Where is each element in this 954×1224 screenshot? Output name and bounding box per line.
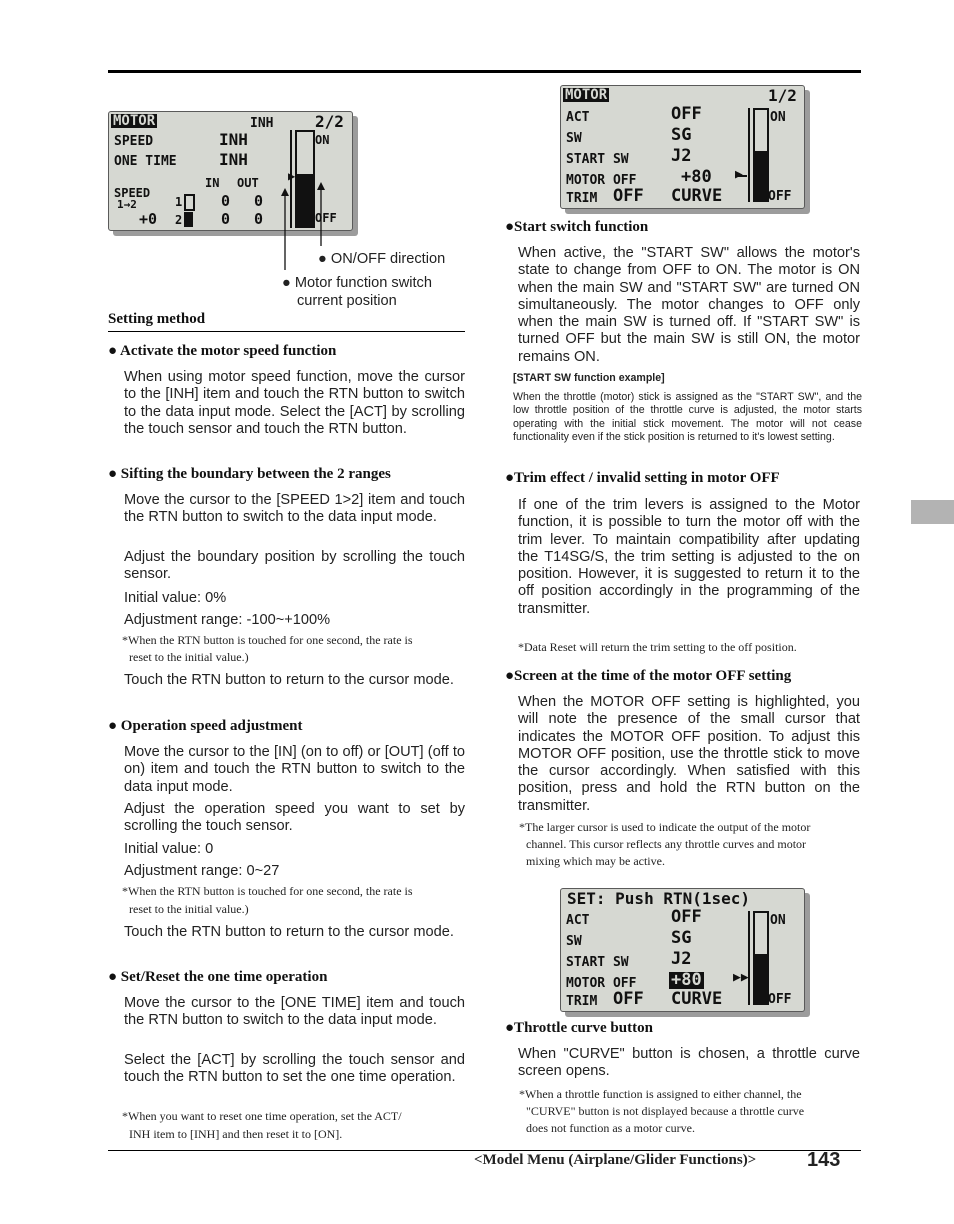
lcd-speed-value: INH <box>219 130 248 149</box>
callout-motor-switch: ● Motor function switch <box>282 275 432 291</box>
throttle-curve-note-line3: does not function as a motor curve. <box>526 1121 695 1135</box>
lcd-throttle-bar <box>753 108 769 202</box>
lcd-title: MOTOR <box>113 113 156 129</box>
lcd-throttle-bar-fill <box>755 151 767 201</box>
lcd-row1-index: 1 <box>175 195 183 209</box>
lcd-on-label: ON <box>770 110 786 125</box>
lcd-row1-cursor <box>184 194 195 211</box>
setting-method-heading: Setting method <box>108 311 206 327</box>
footer-section-title: <Model Menu (Airplane/Glider Functions)> <box>474 1152 757 1168</box>
operation-speed-paragraph-3: Touch the RTN button to return to the cursor mode. <box>124 924 454 940</box>
motor-off-note-line3: mixing which may be active. <box>526 854 665 868</box>
activate-paragraph: When using motor speed function, move the cursor to the [INH] item and touch the RTN button to switch to the data input mode. Select the [ACT] by scrolling the touch sensor and touch the RTN button. <box>124 369 465 437</box>
lcd-row2-index: 2 <box>175 213 183 227</box>
lcd-curve-button: CURVE <box>671 186 723 206</box>
lcd-trim-label: TRIM <box>566 994 598 1009</box>
callout-onoff-text: ON/OFF direction <box>330 251 446 267</box>
lcd-on-label: ON <box>770 913 786 928</box>
sifting-paragraph-1: Move the cursor to the [SPEED 1>2] item and touch the RTN button to switch to the data input mode. <box>124 492 465 526</box>
setting-method-rule <box>108 331 465 332</box>
throttle-curve-note-line2: "CURVE" button is not displayed because a throttle curve <box>526 1104 805 1118</box>
one-time-paragraph-2: Select the [ACT] by scrolling the touch sensor and touch the RTN button to set the one time operation. <box>124 1052 465 1086</box>
sifting-paragraph-2: Adjust the boundary position by scrolling the touch sensor. <box>124 549 465 583</box>
motor-off-screen-paragraph: When the MOTOR OFF setting is highlighted, you will note the presence of the small cursor that indicates the MOTOR OFF position. To adjust this MOTOR OFF position, use the throttle stick to move the cursor accordingly. When satisfied with this position, press and hold the RTN button on the transmitter. <box>518 694 860 814</box>
lcd-motor-off-value-highlighted: +80 <box>671 970 702 990</box>
sifting-adjustment-range: Adjustment range: -100~+100% <box>124 612 331 628</box>
sifting-note-line2: reset to the initial value.) <box>129 650 249 664</box>
lcd-position-marker: ▶ <box>288 169 296 183</box>
lcd-act-label: ACT <box>566 913 590 928</box>
sifting-heading: ● Sifting the boundary between the 2 ranges <box>108 466 391 482</box>
page-number: 143 <box>807 1149 841 1171</box>
lcd-sw-value: SG <box>671 928 692 948</box>
lcd-row1-in: 0 <box>221 192 231 210</box>
throttle-curve-heading: ●Throttle curve button <box>505 1020 653 1036</box>
lcd-col-in: IN <box>205 176 220 190</box>
one-time-heading: ● Set/Reset the one time operation <box>108 969 328 985</box>
one-time-note-line1: *When you want to reset one time operation, set the ACT/ <box>122 1109 402 1123</box>
operation-speed-note-line2: reset to the initial value.) <box>129 902 249 916</box>
top-rule <box>108 70 861 73</box>
lcd-start-sw-label: START SW <box>566 955 629 970</box>
lcd-motor-off-label: MOTOR OFF <box>566 173 637 188</box>
section-tab-marker <box>911 500 954 524</box>
start-switch-example-heading: [START SW function example] <box>513 372 665 384</box>
operation-speed-adjustment-range: Adjustment range: 0~27 <box>124 863 280 879</box>
operation-speed-paragraph-1: Move the cursor to the [IN] (on to off) or [OUT] (off to on) item and touch the RTN button to switch to the data input mode. <box>124 744 465 795</box>
one-time-paragraph-1: Move the cursor to the [ONE TIME] item and touch the RTN button to switch to the data input mode. <box>124 995 465 1029</box>
lcd-act-value: OFF <box>671 104 702 124</box>
lcd-trim-label: TRIM <box>566 191 598 206</box>
lcd-rate-value: +0 <box>139 210 158 228</box>
lcd-col-out: OUT <box>237 176 259 190</box>
lcd-bar-rail <box>748 911 750 1005</box>
lcd-page-indicator: 2/2 <box>315 112 344 131</box>
lcd-throttle-bar <box>753 911 769 1005</box>
motor-screen-page1 <box>560 85 805 209</box>
lcd-row2-out: 0 <box>254 210 264 228</box>
footer-rule <box>108 1150 861 1151</box>
lcd-start-sw-value: J2 <box>671 949 692 969</box>
lcd-onetime-value: INH <box>219 150 248 169</box>
lcd-off-label: OFF <box>768 189 792 204</box>
sifting-initial-value: Initial value: 0% <box>124 590 227 606</box>
lcd-sw-label: SW <box>566 934 582 949</box>
trim-effect-note: *Data Reset will return the trim setting to the off position. <box>518 640 797 654</box>
operation-speed-heading: ● Operation speed adjustment <box>108 718 303 734</box>
sifting-paragraph-3: Touch the RTN button to return to the cursor mode. <box>124 672 454 688</box>
lcd-inh: INH <box>250 116 274 131</box>
lcd-start-sw-label: START SW <box>566 152 629 167</box>
operation-speed-note-line1: *When the RTN button is touched for one second, the rate is <box>122 884 413 898</box>
lcd-motor-off-value: +80 <box>681 167 712 187</box>
callout-onoff-direction: ● ON/OFF direction <box>318 251 446 267</box>
lcd-trim-value: OFF <box>613 186 644 206</box>
lcd-page-indicator: 1/2 <box>768 86 797 105</box>
lcd-sw-label: SW <box>566 131 582 146</box>
lcd-row1-out: 0 <box>254 192 264 210</box>
lcd-curve-button: CURVE <box>671 989 723 1009</box>
start-switch-heading: ●Start switch function <box>505 219 649 235</box>
lcd-title: SET: Push RTN(1sec) <box>567 889 751 908</box>
lcd-motor-off-label: MOTOR OFF <box>566 976 637 991</box>
motor-off-screen-heading: ●Screen at the time of the motor OFF setting <box>505 668 792 684</box>
start-switch-example-text: When the throttle (motor) stick is assigned as the "START SW", and the low throttle position of the throttle curve is adjusted, the motor starts operating with the initial stick movement. The motor will not cease functionality even if the stick position is returned to it's lowest setting. <box>513 391 862 443</box>
lcd-act-value: OFF <box>671 907 702 927</box>
throttle-curve-note-line1: *When a throttle function is assigned to either channel, the <box>519 1087 802 1101</box>
trim-effect-paragraph: If one of the trim levers is assigned to the Motor function, it is possible to turn the motor off with the trim lever. To maintain compatibility after updating the T14SG/S, the trim setting is adjusted to the on position. However, it is suggested to return it to the off position accordingly in the programming of the transmitter. <box>518 497 860 617</box>
start-switch-paragraph: When active, the "START SW" allows the motor's state to change from OFF to ON. The motor is ON when the main SW and "START SW" are turned ON simultaneously. The motor changes to OFF only when the main SW is turned off. If "START SW" is turned OFF but the main SW is still ON, the motor remains ON. <box>518 245 860 365</box>
lcd-onetime-label: ONE TIME <box>114 154 177 169</box>
operation-speed-paragraph-2: Adjust the operation speed you want to set by scrolling the touch sensor. <box>124 801 465 835</box>
lcd-speed2-label: SPEED <box>114 186 151 200</box>
one-time-note-line2: INH item to [INH] and then reset it to [ON]. <box>129 1127 343 1141</box>
lcd-on-label: ON <box>315 133 330 147</box>
lcd-range-label: 1→2 <box>117 198 137 211</box>
lcd-sw-value: SG <box>671 125 692 145</box>
sifting-note-line1: *When the RTN button is touched for one second, the rate is <box>122 633 413 647</box>
lcd-speed-label: SPEED <box>114 134 154 149</box>
lcd-off-label: OFF <box>315 211 337 225</box>
callout-motor-switch-line1: Motor function switch <box>294 275 432 291</box>
callout-motor-switch-line2: current position <box>297 293 397 309</box>
operation-speed-initial-value: Initial value: 0 <box>124 841 214 857</box>
motor-off-note-line2: channel. This cursor reflects any throttle curves and motor <box>526 837 807 851</box>
lcd-trim-value: OFF <box>613 989 644 1009</box>
throttle-curve-paragraph: When "CURVE" button is chosen, a throttle curve screen opens. <box>518 1046 860 1080</box>
lcd-throttle-bar-fill <box>755 954 767 1004</box>
lcd-row2-cursor <box>184 212 193 227</box>
lcd-double-cursor-icon: ▶▶ <box>733 970 749 985</box>
activate-heading: ● Activate the motor speed function <box>108 343 337 359</box>
lcd-bar-rail <box>748 108 750 202</box>
lcd-row2-in: 0 <box>221 210 231 228</box>
motor-set-screen <box>560 888 805 1012</box>
lcd-act-label: ACT <box>566 110 590 125</box>
motor-off-note-line1: *The larger cursor is used to indicate the output of the motor <box>519 820 811 834</box>
lcd-off-label: OFF <box>768 992 792 1007</box>
trim-effect-heading: ●Trim effect / invalid setting in motor OFF <box>505 470 780 486</box>
lcd-start-sw-value: J2 <box>671 146 692 166</box>
lcd-motor-off-cursor-icon: ▶ <box>735 167 743 182</box>
lcd-title: MOTOR <box>565 87 608 103</box>
